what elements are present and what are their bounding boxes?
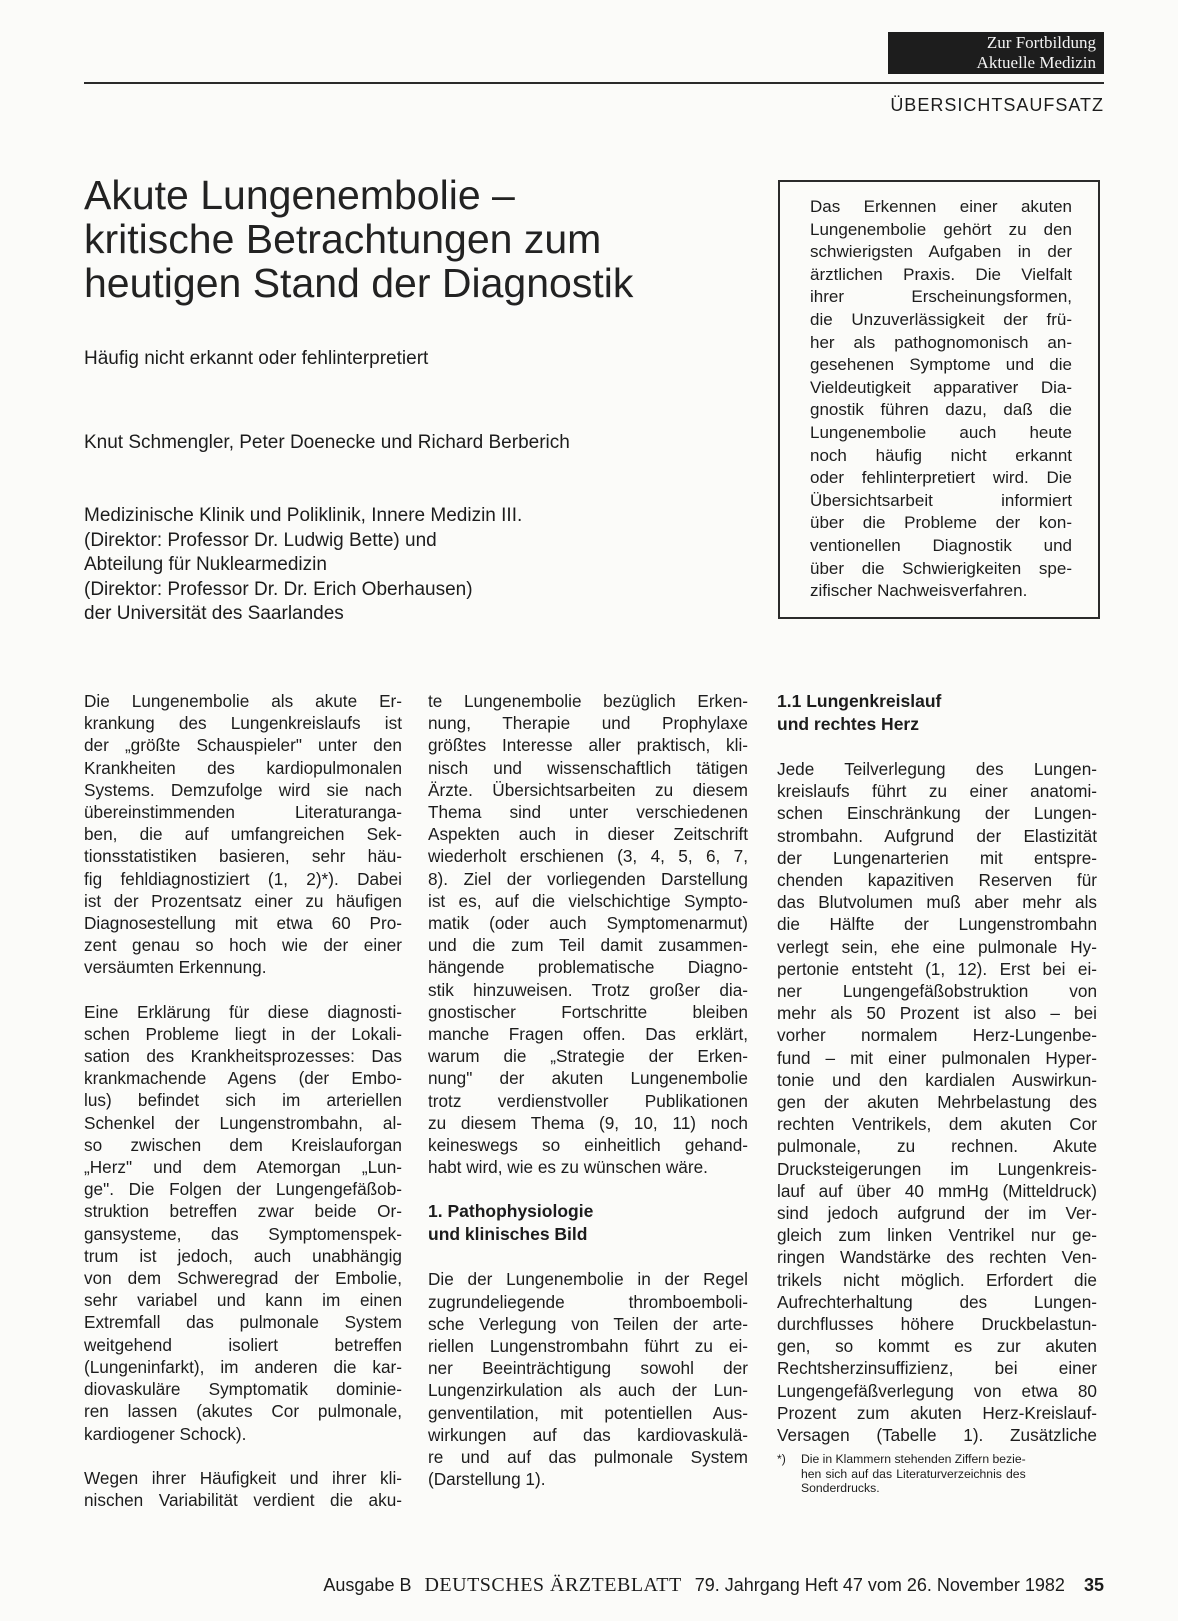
- text-line: Lungengefäßverlegung von etwa 80: [777, 1380, 1097, 1401]
- text-line: pertonie entsteht (1, 12). Erst bei ei-: [777, 958, 1097, 979]
- text-line: Thema sind unter verschiedenen: [428, 802, 748, 823]
- text-line: nung, Therapie und Prophylaxe: [428, 713, 748, 734]
- abstract-line: gesehenen Symptome und die: [810, 355, 1072, 375]
- footnote-line: hen sich auf das Literaturverzeichnis des: [801, 1466, 1026, 1481]
- text-line: der „größte Schauspieler" unter den: [84, 735, 402, 756]
- section-badge: [888, 32, 1104, 74]
- text-line: Prozent zum akuten Herz-Kreislauf-: [777, 1402, 1097, 1423]
- text-line: gnostischer Fortschritte bleiben: [428, 1001, 748, 1022]
- abstract-line: her als pathognomonisch an-: [810, 332, 1072, 352]
- text-line: chenden kapazitiven Reserven für: [777, 870, 1097, 891]
- abstract-line: Lungenembolie gehört zu den: [810, 219, 1072, 239]
- text-line: kreislaufs führt zu einer anatomi-: [777, 781, 1097, 802]
- text-line: Schenkel der Lungenstrombahn, al-: [84, 1112, 402, 1133]
- text-line: nischen Variabilität verdient die aku-: [84, 1489, 402, 1510]
- text-line: Eine Erklärung für diese diagnosti-: [84, 1001, 402, 1022]
- text-line: sehr variabel und kann im einen: [84, 1290, 402, 1311]
- title-line: heutigen Stand der Diagnostik: [84, 260, 634, 306]
- text-line: manche Fragen offen. Das erklärt,: [428, 1024, 748, 1045]
- text-line: Ärzte. Übersichtsarbeiten zu diesem: [428, 779, 748, 800]
- text-line: verlegt sein, ehe eine pulmonale Hy-: [777, 936, 1097, 957]
- abstract-box: [778, 180, 1100, 619]
- text-line: das Blutvolumen muß aber mehr als: [777, 892, 1097, 913]
- text-line: größtes Interesse aller praktisch, kli-: [428, 735, 748, 756]
- footnote: [777, 1452, 1097, 1496]
- text-line: Die der Lungenembolie in der Regel: [428, 1269, 748, 1290]
- text-line: nisch und wissenschaftlich tätigen: [428, 757, 748, 778]
- text-line: ben, die auf umfangreichen Sek-: [84, 824, 402, 845]
- text-line: ren lassen (akutes Cor pulmonale,: [84, 1401, 402, 1422]
- section-heading: [428, 1200, 748, 1246]
- text-line: gleich zum linken Ventrikel nur ge-: [777, 1225, 1097, 1246]
- text-line: Die Lungenembolie als akute Er-: [84, 691, 402, 711]
- affiliation-line: (Direktor: Professor Dr. Dr. Erich Oberhausen): [84, 578, 473, 600]
- paragraph: [777, 758, 1097, 1446]
- title-line: Akute Lungenembolie –: [84, 172, 515, 218]
- column-1: [84, 690, 402, 1533]
- text-line: der Lungenarterien mit entspre-: [777, 847, 1097, 868]
- text-line: versäumten Erkennung.: [84, 957, 267, 978]
- text-line: tionsstatistiken basieren, sehr häu-: [84, 846, 402, 867]
- text-line: von dem Schweregrad der Embolie,: [84, 1268, 402, 1289]
- section-heading: [777, 690, 1097, 736]
- abstract-line: über die Schwierigkeiten spe-: [810, 558, 1072, 578]
- text-line: struktion betreffen zwar beide Or-: [84, 1201, 402, 1222]
- text-line: krankmachende Agens (der Embo-: [84, 1068, 402, 1089]
- text-line: ner Beeinträchtigung sowohl der: [428, 1358, 748, 1379]
- text-line: trum ist jedoch, auch unabhängig: [84, 1245, 402, 1266]
- abstract-line: ventionellen Diagnostik und: [810, 535, 1072, 555]
- text-line: genventilation, mit potentiellen Aus-: [428, 1402, 748, 1423]
- article-title: [84, 173, 764, 305]
- paragraph: [428, 690, 748, 1178]
- text-line: kardiogener Schock).: [84, 1423, 247, 1444]
- page-footer: [0, 1574, 1104, 1597]
- text-line: schen Probleme liegt in der Lokali-: [84, 1023, 402, 1044]
- text-line: die Hälfte der Lungenstrombahn: [777, 914, 1097, 935]
- header-rule: [84, 82, 1104, 84]
- text-line: warum die „Strategie der Erken-: [428, 1046, 748, 1067]
- abstract-line: schwierigsten Aufgaben in der: [810, 242, 1072, 262]
- journal-name: DEUTSCHES ÄRZTEBLATT: [424, 1574, 682, 1596]
- abstract-line: gnostik führen dazu, daß die: [810, 400, 1072, 420]
- text-line: Wegen ihrer Häufigkeit und ihrer kli-: [84, 1467, 402, 1488]
- text-line: zugrundeliegende thromboemboli-: [428, 1291, 748, 1312]
- text-line: Versagen (Tabelle 1). Zusätzliche: [777, 1425, 1097, 1446]
- text-line: tonie und den kardialen Auswirkun-: [777, 1069, 1097, 1090]
- text-line: (Lungeninfarkt), im anderen die kar-: [84, 1356, 402, 1377]
- text-line: Aspekten auch in dieser Zeitschrift: [428, 824, 748, 845]
- text-line: durchflusses höhere Druckbelastun-: [777, 1314, 1097, 1335]
- text-line: Aufrechterhaltung des Lungen-: [777, 1291, 1097, 1312]
- abstract-line: Vieldeutigkeit apparativer Dia-: [810, 377, 1072, 397]
- text-line: Drucksteigerungen im Lungenkreis-: [777, 1158, 1097, 1179]
- text-line: gen, so kommt es zur akuten: [777, 1336, 1097, 1357]
- issue-info: 79. Jahrgang Heft 47 vom 26. November 1982: [694, 1575, 1065, 1595]
- text-line: Lungenzirkulation als auch der Lun-: [428, 1380, 748, 1401]
- text-line: vorher normalem Herz-Lungenbe-: [777, 1025, 1097, 1046]
- footnote-text: [801, 1452, 1026, 1496]
- abstract-line: über die Probleme der kon-: [810, 513, 1072, 533]
- text-line: strombahn. Aufgrund der Elastizität: [777, 825, 1097, 846]
- text-line: (Darstellung 1).: [428, 1469, 546, 1490]
- paragraph: [84, 1001, 402, 1445]
- paragraph: [84, 690, 402, 979]
- authors: Knut Schmengler, Peter Doenecke und Richard Berberich: [84, 432, 570, 453]
- text-line: ner Lungengefäßobstruktion von: [777, 981, 1097, 1002]
- text-line: fig fehldiagnostiziert (1, 2)*). Dabei: [84, 868, 402, 889]
- text-line: schen Einschränkung der Lungen-: [777, 803, 1097, 824]
- abstract-line: die Unzuverlässigkeit der frü-: [810, 309, 1072, 329]
- heading-line: und rechtes Herz: [777, 714, 919, 734]
- text-line: 8). Ziel der vorliegenden Darstellung: [428, 868, 748, 889]
- text-line: te Lungenembolie bezüglich Erken-: [428, 691, 748, 711]
- text-line: sche Verlegung von Teilen der arte-: [428, 1313, 748, 1334]
- text-line: matik (oder auch Symptomenarmut): [428, 913, 748, 934]
- text-line: wirkungen auf das kardiovaskulä-: [428, 1424, 748, 1445]
- text-line: krankung des Lungenkreislaufs ist: [84, 713, 402, 734]
- text-line: ge". Die Folgen der Lungengefäßob-: [84, 1179, 402, 1200]
- article-subtitle: Häufig nicht erkannt oder fehlinterpretiert: [84, 348, 429, 369]
- abstract-line: oder fehlinterpretiert wird. Die: [810, 468, 1072, 488]
- text-line: trotz verdienstvoller Publikationen: [428, 1090, 748, 1111]
- paragraph: [428, 1268, 748, 1490]
- paragraph: [84, 1467, 402, 1511]
- text-line: Extremfall das pulmonale System: [84, 1312, 402, 1333]
- text-line: stik hinzuweisen. Trotz großer dia-: [428, 979, 748, 1000]
- text-line: lauf auf über 40 mmHg (Mitteldruck): [777, 1180, 1097, 1201]
- footnote-mark: *): [777, 1452, 786, 1467]
- text-line: lus) befindet sich im arteriellen: [84, 1090, 402, 1111]
- text-line: Jede Teilverlegung des Lungen-: [777, 759, 1097, 779]
- text-line: diovaskuläre Symptomatik dominie-: [84, 1379, 402, 1400]
- text-line: gansysteme, das Symptomenspek-: [84, 1223, 402, 1244]
- text-line: sind jedoch aufgrund der im Ver-: [777, 1203, 1097, 1224]
- abstract-line: ärztlichen Praxis. Die Vielfalt: [810, 264, 1072, 284]
- text-line: pulmonale, zu rechnen. Akute: [777, 1136, 1097, 1157]
- text-line: hängende problematische Diagno-: [428, 957, 748, 978]
- badge-line: Aktuelle Medizin: [976, 53, 1096, 72]
- text-line: wiederholt erschienen (3, 4, 5, 6, 7,: [428, 846, 748, 867]
- abstract-line: Übersichtsarbeit informiert: [810, 490, 1072, 510]
- text-line: re und auf das pulmonale System: [428, 1447, 748, 1468]
- text-line: Systems. Demzufolge wird sie nach: [84, 779, 402, 800]
- page-number: 35: [1083, 1575, 1104, 1595]
- abstract-line: ihrer Erscheinungsformen,: [810, 287, 1072, 307]
- text-line: trikels nicht möglich. Erfordert die: [777, 1269, 1097, 1290]
- text-line: nung" der akuten Lungenembolie: [428, 1068, 748, 1089]
- heading-line: 1.1 Lungenkreislauf: [777, 691, 942, 711]
- text-line: übereinstimmenden Literaturanga-: [84, 802, 402, 823]
- affiliation-line: (Direktor: Professor Dr. Ludwig Bette) und: [84, 529, 437, 551]
- title-line: kritische Betrachtungen zum: [84, 216, 602, 262]
- text-line: riellen Lungenstrombahn führt zu ei-: [428, 1336, 748, 1357]
- text-line: sation des Krankheitsprozesses: Das: [84, 1046, 402, 1067]
- text-line: Krankheiten des kardiopulmonalen: [84, 757, 402, 778]
- text-line: „Herz" und dem Atemorgan „Lun-: [84, 1157, 402, 1178]
- column-2: [428, 690, 748, 1513]
- text-line: Rechtsherzinsuffizienz, bei einer: [777, 1358, 1097, 1379]
- affiliation-line: Medizinische Klinik und Poliklinik, Innere Medizin III.: [84, 505, 523, 526]
- section-label: ÜBERSICHTSAUFSATZ: [890, 95, 1104, 115]
- affiliation-line: Abteilung für Nuklearmedizin: [84, 554, 327, 575]
- footnote-line: Sonderdrucks.: [801, 1481, 880, 1496]
- affiliation: [84, 504, 522, 627]
- footnote-line: Die in Klammern stehenden Ziffern bezie-: [801, 1452, 1026, 1467]
- text-line: so zwischen dem Kreislauforgan: [84, 1134, 402, 1155]
- text-line: fund – mit einer pulmonalen Hyper-: [777, 1047, 1097, 1068]
- badge-line: Zur Fortbildung: [986, 33, 1096, 52]
- text-line: und die zum Teil damit zusammen-: [428, 935, 748, 956]
- text-line: Diagnosestellung mit etwa 60 Pro-: [84, 913, 402, 934]
- column-3: [777, 690, 1097, 1496]
- abstract-line: zifischer Nachweisverfahren.: [810, 581, 1028, 601]
- text-line: rechten Ventrikels, dem akuten Cor: [777, 1114, 1097, 1135]
- text-line: zent genau so hoch wie der einer: [84, 935, 402, 956]
- abstract-line: noch häufig nicht erkannt: [810, 445, 1072, 465]
- text-line: habt wird, wie es zu wünschen wäre.: [428, 1157, 708, 1178]
- text-line: gen der akuten Mehrbelastung des: [777, 1092, 1097, 1113]
- text-line: keineswegs so einheitlich gehand-: [428, 1135, 748, 1156]
- text-line: mehr als 50 Prozent ist also – bei: [777, 1003, 1097, 1024]
- text-line: zu diesem Thema (9, 10, 11) noch: [428, 1112, 748, 1133]
- text-line: weitgehend isoliert betreffen: [84, 1334, 402, 1355]
- text-line: ist es, auf die vielschichtige Sympto-: [428, 890, 748, 911]
- text-line: ringen Wandstärke des rechten Ven-: [777, 1247, 1097, 1268]
- heading-line: 1. Pathophysiologie: [428, 1201, 594, 1222]
- abstract-line: Lungenembolie auch heute: [810, 422, 1072, 442]
- heading-line: und klinisches Bild: [428, 1224, 588, 1245]
- abstract-line: Das Erkennen einer akuten: [810, 197, 1072, 216]
- affiliation-line: der Universität des Saarlandes: [84, 603, 344, 624]
- edition: Ausgabe B: [323, 1575, 412, 1595]
- text-line: ist der Prozentsatz einer zu häufigen: [84, 890, 402, 911]
